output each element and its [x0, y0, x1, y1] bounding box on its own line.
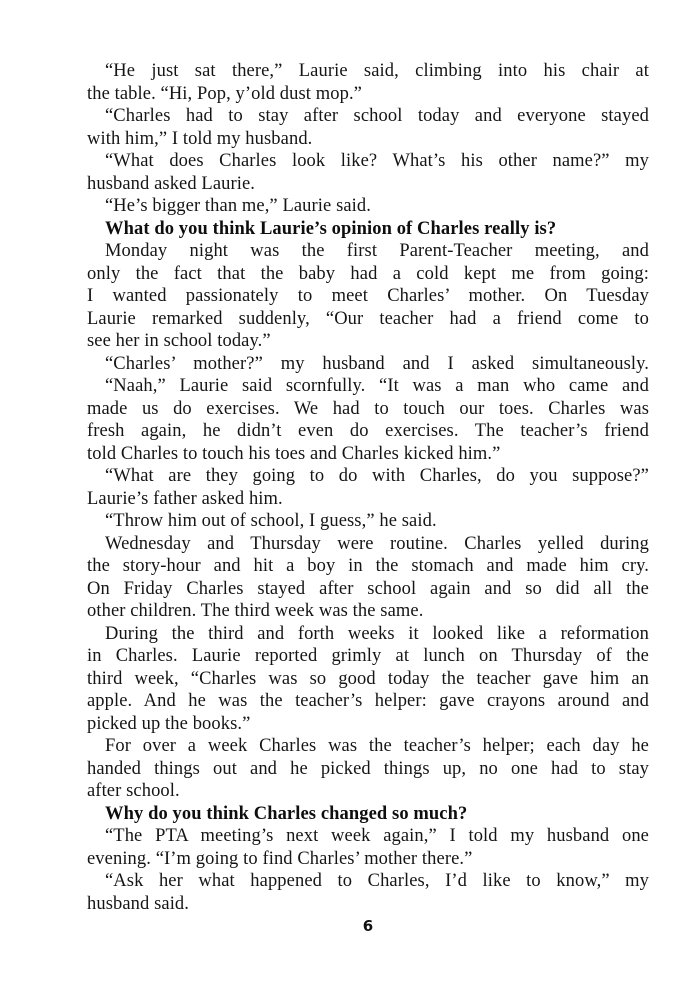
text-line: Wednesday and Thursday were routine. Charles yelled during — [105, 533, 649, 554]
text-line: made us do exercises. We had to touch our toes. Charles was — [87, 398, 649, 419]
question-paragraph — [87, 218, 649, 241]
paragraph — [87, 825, 649, 870]
paragraph — [87, 105, 649, 150]
paragraph — [87, 623, 649, 736]
text-block — [87, 60, 649, 915]
text-line: “Ask her what happened to Charles, I’d like to know,” my — [105, 871, 649, 891]
paragraph — [87, 195, 649, 218]
text-line: only the fact that the baby had a cold kept me from going: — [87, 263, 649, 284]
paragraph — [87, 150, 649, 195]
text-line: handed things out and he picked things up, no one had to stay — [87, 758, 649, 779]
text-line: “What does Charles look like? What’s his other name?” my — [105, 151, 649, 171]
question-paragraph — [87, 803, 649, 826]
text-line: fresh again, he didn’t even do exercises. The teacher’s friend — [87, 421, 649, 441]
paragraph — [87, 240, 649, 353]
text-line: apple. And he was the teacher’s helper: gave crayons around and — [87, 691, 649, 711]
text-line: evening. “I’m going to find Charles’ mother there.” — [87, 848, 473, 869]
paragraph — [87, 735, 649, 803]
text-line: What do you think Laurie’s opinion of Charles really is? — [105, 218, 557, 239]
text-line: “He just sat there,” Laurie said, climbing into his chair at — [105, 61, 649, 81]
text-line: husband said. — [87, 893, 190, 914]
paragraph — [87, 465, 649, 510]
text-line: picked up the books.” — [87, 713, 251, 734]
text-line: I wanted passionately to meet Charles’ mother. On Tuesday — [87, 286, 649, 306]
text-line: “The PTA meeting’s next week again,” I told my husband one — [105, 826, 649, 846]
text-line: “What are they going to do with Charles, do you suppose?” — [105, 466, 649, 486]
text-line: husband asked Laurie. — [87, 173, 256, 194]
text-line: after school. — [87, 781, 180, 801]
text-line: told Charles to touch his toes and Charles kicked him.” — [87, 443, 501, 464]
paragraph — [87, 353, 649, 376]
text-line: other children. The third week was the same. — [87, 601, 424, 621]
text-line: “Charles’ mother?” my husband and I asked simultaneously. — [105, 353, 649, 374]
text-line: Why do you think Charles changed so much? — [105, 803, 468, 824]
text-line: On Friday Charles stayed after school again and so did all the — [87, 578, 649, 599]
text-line: Laurie remarked suddenly, “Our teacher had a friend come to — [87, 308, 649, 329]
text-line: For over a week Charles was the teacher’s helper; each day he — [105, 736, 649, 756]
text-line: see her in school today.” — [87, 331, 271, 351]
paragraph — [87, 533, 649, 623]
text-line: the story-hour and hit a boy in the stomach and made him cry. — [87, 556, 649, 576]
text-line: “Throw him out of school, I guess,” he said. — [105, 511, 437, 531]
text-line: “Naah,” Laurie said scornfully. “It was a man who came and — [105, 376, 649, 396]
text-line: Laurie’s father asked him. — [87, 488, 283, 509]
text-line: “He’s bigger than me,” Laurie said. — [105, 196, 371, 216]
paragraph — [87, 60, 649, 105]
text-line: with him,” I told my husband. — [87, 128, 313, 149]
text-line: “Charles had to stay after school today and everyone stayed — [105, 106, 649, 126]
text-line: third week, “Charles was so good today the teacher gave him an — [87, 668, 649, 689]
text-line: During the third and forth weeks it looked like a reformation — [105, 623, 649, 644]
text-line: Monday night was the first Parent-Teacher meeting, and — [105, 241, 649, 261]
paragraph — [87, 375, 649, 465]
paragraph — [87, 870, 649, 915]
paragraph — [87, 510, 649, 533]
text-line: in Charles. Laurie reported grimly at lunch on Thursday of the — [87, 646, 649, 666]
text-line: the table. “Hi, Pop, y’old dust mop.” — [87, 83, 362, 104]
page-number: 6 — [362, 917, 374, 935]
